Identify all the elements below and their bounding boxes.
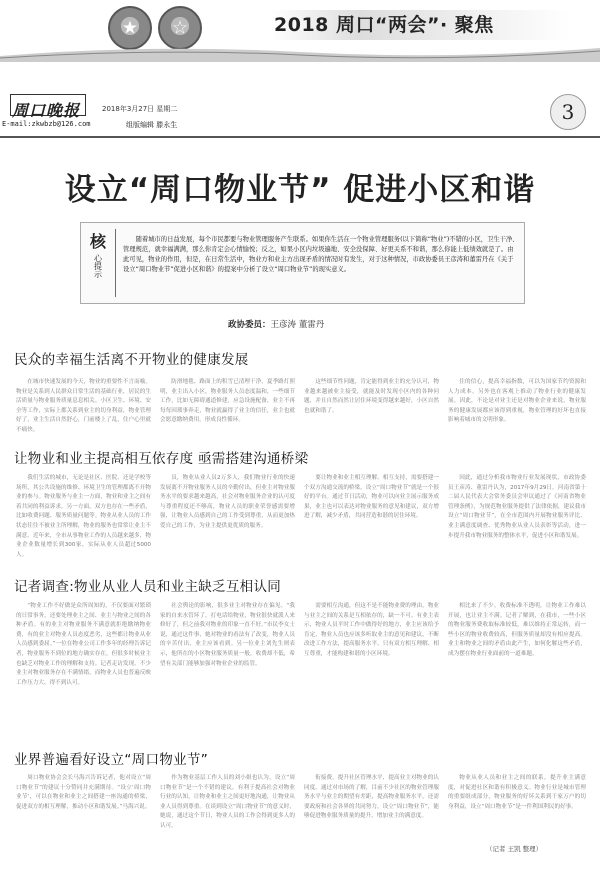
- section-2-column-4: 因此，通过分析我市物业行业发展现状，市政协委员王彦涛、董雷丹认为，2017年9月29日，河南省第十二届人民代表大会常务委员会审议通过了《河南省物业管理条例》，为规范物业服务提供了法律依据，建议我市设立“周口物业节”，在全市范围内开展物业服务评比、业主满意度调查、优秀物业从业人员表彰等活动，进一步提升我市物业服务的整体水平，促进小区和谐发展。: [448, 475, 586, 539]
- section-1-column-4: 住的信心，提高幸福指数，可以为国家节约资源和人力成本，另外也在客观上推动了物业行业的健康发展。因此，不论是对业主还是对物业企业来说，物业服务的健康发展都应该得到重视，物业管理的好坏也直接影响着城市的文明形象。: [448, 379, 586, 424]
- section-heading-3: 记者调查:物业从业人员和业主缺乏互相认同: [14, 579, 282, 595]
- section-heading-2: 让物业和业主提高相互依存度 亟需搭建沟通桥梁: [14, 451, 309, 467]
- summary-text: 随着城市的日益发展，每个市民都要与物业管理服务产生联系。如果你生活在一个物业管理服务(以下简称“物业”)不错的小区，卫生干净、管理规范，就幸福满满，那么你肯定会心情愉悦；反之，如果小区内垃圾遍地、安全没保障、好更关系不和谐，那么你能上低绩效就是了。由此可见，物业的作用，但是，在日常生活中，物业方和业主方出现矛盾的情况时有发生，对于这种情况，市政协委员王彦涛和董雷丹在《关于设立“周口物业节”促进小区和谐》的提案中分析了设立“周口物业节”的现实意义。: [123, 236, 519, 273]
- section-4-column-3: 衔接费，提升社区管理水平，提高业主对物业的认同度。通过对市场的了解，目前不少社区的物业管理服务水平与业主的期望有差距，提高物业服务水平，还需要政府和社会各界的共同努力，设立“周口物业节”，能够促进物业服务质量的提升，增加业主的满意度。: [304, 775, 439, 820]
- section-3-column-1: “物业工作不好做是众所周知的，不仅要面对繁琐的日常事务，还要处理业主之间、业主与物业之间的各种矛盾。有的业主对物业服务不满意就拒绝缴纳物业费，有的业主对物业人员态度恶劣，这些都让物业从业人员感到委屈。”一位在物业公司工作多年的经理告诉记者，物业服务不到位的地方确实存在，但很多时候业主也缺乏对物业工作的理解和支持。记者走访发现，不少业主对物业服务存在不满情绪，而物业人员也普遍反映工作压力大、得不到认可。: [16, 603, 151, 686]
- section-4-column-4: 物业从业人员和业主之间的联系，提升业主满意度，对促进社区和谐有积极意义。物业行业是城市管理的重要组成部分，物业服务的好坏关系到千家万户的切身利益，设立“周口物业节”是一件利国利民的好事。: [448, 775, 586, 810]
- section-3-column-2: 社会舆论的影响，很多业主对物业存在偏见。“我家的自来水管坏了，打电话给物业，物业很快就派人来修好了，但之前我对物业的印象一直不好。”市民李女士说，通过这件事，她对物业的看法有了改变，物业人员的辛苦付出，业主应该看到。另一位业主刘先生则表示，他所在的小区物业服务质量一般，收费却不低，希望有关部门能够加强对物业企业的监管。: [160, 603, 295, 667]
- layout-editor: 组版编辑 滕永生: [126, 121, 178, 129]
- section-4-column-2: 作为物业基层工作人员的刘小姐也认为，设立“周口物业节”是一个不错的建议，有利于提高社会对物业行业的认知，让物业和业主之间更好地沟通，让物业从业人员得到尊重。在谈到设立“周口物业节”的意义时，她说，通过这个节日，物业人员的工作会得到更多人的认可。: [160, 775, 295, 829]
- masthead-rule: [0, 136, 600, 138]
- section-1-column-3: 这些细节性问题，肯定能得到业主的充分认可，物业越来越被业主接受，就能及时发现小区内的各种问题，并且自然而然让居住环境变得越来越好，小区自然也就和谐了。: [304, 379, 439, 414]
- byline-prefix: 政协委员：: [228, 320, 271, 330]
- byline-names: 王彦涛 董雷丹: [270, 320, 325, 330]
- section-2-column-2: 员，物业从业人员2万多人，我们物业行业的快速发展离不开物业服务人员的辛勤付出，但业主对物业服务水平的要求越来越高，社会对物业服务企业的认可度与尊重程度还不够高，物业人员的职业荣誉感需要增强，让物业人员感到自己的工作受到尊重，从而更加热爱自己的工作，为业主提供更优质的服务。: [160, 475, 295, 529]
- section-2-column-1: 我们生活的城市，无论是社区、医院、还是学校等场所，其公共设施的维修、环境卫生的管理都离不开物业的参与。物业服务与业主一方面，物业和业主之间有着共同的利益诉求，另一方面，双方也存在一些矛盾，比如收费问题、服务质量问题等。物业从业人员的工作状态往往不被业主所理解，物业的服务也常常让业主不满意。近年来，全市从事物业工作的人员越来越多，物业企业数量增长到300家，实际从业人员超过5000人。: [16, 475, 151, 558]
- page-number: 3: [550, 94, 586, 130]
- reporter-note: （记者 王凯 整理）: [486, 845, 543, 853]
- npc-emblem-icon: ★: [108, 6, 152, 50]
- email-address: E-mail:zkwbzb@126.com: [2, 120, 91, 128]
- wave-decoration: [0, 42, 600, 62]
- cppcc-emblem-icon: ☆: [158, 6, 202, 50]
- banner-title: 2018 周口“两会”· 聚焦: [270, 10, 570, 40]
- section-1-column-2: 防滑地毯、路面上的积雪已清理干净，夏季路灯照明，业主出入小区，物业服务人员态度温和，一些细节工作，比如无障碍通道修建，应急设施配备，业主不再每每因琐事奔走，物业就赢得了业主的信任，业主也就会愿意缴纳费用，形成良性循环。: [160, 379, 295, 424]
- summary-label: [85, 229, 111, 282]
- newspaper-logo: 周口晚报: [12, 101, 81, 120]
- byline: [228, 318, 324, 330]
- core-summary-box: [80, 222, 525, 304]
- section-1-column-1: 在城市快速发展的今天，物业的重要性不言而喻。物业是关系到人民群众日常生活的基础行业，居民的生活质量与物业服务质量息息相关。小区卫生、环境、安全等工作，实际上都关系到业主的切身利益，物业管理好了，业主生活自然舒心，门前楼上了乱，住户心里就不痛快。: [16, 379, 151, 433]
- page-banner: [0, 0, 600, 62]
- section-2-column-3: 要让物业和业主相互理解、相互支持，需要搭建一个双方沟通交流的桥梁，设立“周口物业节”就是一个很好的平台。通过节日活动，物业可以向业主展示服务成果，业主也可以表达对物业服务的意见和建议，双方增进了解，减少矛盾，共同营造和谐的居住环境。: [304, 475, 439, 520]
- section-4-column-1: 周口物业协会会长马海兴告诉记者，他对设立“周口物业节”的建议十分赞同并充满期待。“设立‘周口物业节’，可以在物业和业主之间搭建一座沟通的桥梁，促进双方的相互理解，推动小区和谐发展。”马海兴说。: [16, 775, 151, 810]
- section-heading-4: 业界普遍看好设立“周口物业节”: [14, 752, 208, 768]
- headline: 设立“周口物业节” 促进小区和谐: [64, 172, 536, 208]
- summary-label-main: 核: [89, 232, 106, 251]
- section-3-column-3: 需要相互沟通，但这不是不能物业费的理由，物业与业主之间的关系是互相依存的，缺一不可。有业主表示，物业人员平时工作中做得好的地方，业主应该给予肯定，物业人员也应该多听取业主的意见和建议，不断改进工作方法，提高服务水平。只有双方相互理解、相互尊重，才能构建和谐的小区环境。: [304, 603, 439, 657]
- section-heading-1: 民众的幸福生活离不开物业的健康发展: [14, 352, 249, 368]
- section-3-column-4: 相比来了不少。收费标准不透明，让物业工作难以开展，也让业主不满。记者了解到，在我市，一些小区的物业服务费收取标准较低，难以维持正常运转，而一些小区的物业收费较高，但服务质量却没有相应提高。业主和物业之间的矛盾由此产生，如何化解这些矛盾，成为摆在物业行业面前的一道难题。: [448, 603, 586, 657]
- summary-label-sub: 心提示: [93, 254, 103, 278]
- summary-divider: [115, 229, 116, 297]
- issue-date: 2018年3月27日 星期二: [102, 105, 178, 113]
- masthead: [0, 100, 600, 140]
